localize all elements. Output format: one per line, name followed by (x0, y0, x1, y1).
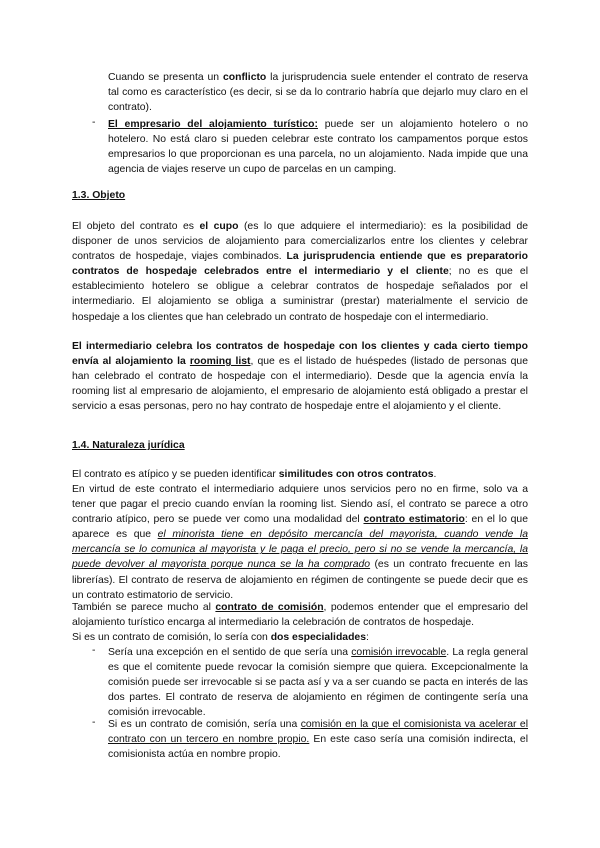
bullet-marker: - (92, 645, 96, 656)
text-run: puede ser un alojamiento hotelero o no hotelero. No está claro si pueden celebrar este contrato los campamentos porque estos empresarios lo que proporcionan es una parcela, no un alojamiento. Nada impide que una agencia de viajes reserve un cupo de parcelas en un camping. (108, 119, 528, 176)
text-run: : en el lo que aparece es que (72, 514, 528, 541)
objeto-paragraph-1 (72, 219, 528, 325)
bold-text: conflicto (222, 72, 267, 83)
comision-indirecta-bullet (108, 717, 528, 762)
bold-text: el cupo (199, 221, 239, 232)
bold-text: La jurisprudencia entiende que es preparatorio contratos de hospedaje celebrados entre el intermediario y el cliente (72, 251, 528, 278)
text-run: . (433, 469, 437, 480)
text-run: . La regla general es que el comitente puede revocar la comisión siempre que quiera. Excepcionalmente la comisión puede ser irrevocable si se pacta así y va a ser cuando se pacta en interés de las dos partes. El contrato de reserva de alojamiento en régimen de contingente sería una comisión irrevocable. (108, 647, 528, 719)
conflict-paragraph (108, 70, 528, 115)
rooming-list-term: rooming list (189, 356, 251, 368)
objeto-paragraph-2 (72, 339, 528, 414)
bold-underlined-text: El empresario del alojamiento turístico: (108, 119, 318, 130)
text-run: En este caso sería una comisión indirecta, el comisionista actúa en nombre propio. (108, 734, 528, 761)
text-run: El contrato es atípico y se pueden identificar (72, 469, 279, 480)
text-run: Cuando se presenta un (108, 72, 223, 83)
underlined-text: comisión en la que el comisionista va acelerar el contrato con un tercero en nombre propio. (108, 719, 529, 746)
text-run: En virtud de este contrato el intermediario adquiere unos servicios pero no en firme, solo va a tener que pagar el precio cuando envían la rooming list. Siendo así, el contrato se parece a otro contrario atípico, pero se puede ver como una modalidad del (72, 484, 528, 526)
naturaleza-paragraph-2 (72, 482, 528, 603)
naturaleza-paragraph-1 (72, 467, 528, 482)
bullet-marker: - (92, 717, 96, 728)
text-run: También se parece mucho al (72, 602, 216, 613)
bold-text: similitudes con otros contratos (278, 469, 434, 480)
text-run: Sería una excepción en el sentido de que sería una (108, 647, 352, 658)
italic-underlined-text: el minorista tiene en depósito mercancía del mayorista, cuando vende la mercancía se lo comunica al mayorista y le paga el precio, pero si no se vende la mercancía, la puede devolver al mayorista porque nunca se la ha comprado (72, 529, 528, 571)
text-run: , que es el listado de huéspedes (listado de personas que han celebrado el contrato de hospedaje con el intermediario). Desde que la agencia envía la rooming list al empresario de alojamiento, el empresario de alojamiento está obligado a prestar el servicio a esas personas, pero no hay contrato de hospedaje entre el alojamiento y el cliente. (72, 356, 528, 413)
text-run: : (365, 632, 369, 643)
naturaleza-paragraph-3 (72, 600, 528, 630)
text-run: El objeto del contrato es (72, 221, 200, 232)
text-run: Si es un contrato de comisión, sería una (108, 719, 301, 730)
underlined-text: comisión irrevocable (351, 647, 447, 658)
naturaleza-paragraph-4 (72, 630, 528, 645)
comision-irrevocable-bullet (108, 645, 528, 720)
section-heading-naturaleza: 1.4. Naturaleza jurídica (72, 440, 185, 451)
text-run: (es un contrato frecuente en las librerías). El contrato de reserva de alojamiento en régimen de contingente se puede decir que es un contrato estimatorio de servicio. (72, 559, 528, 601)
bold-text: dos especialidades (270, 632, 366, 643)
empresario-bullet (108, 117, 528, 177)
text-run: , podemos entender que el empresario del alojamiento turístico encarga al intermediario la celebración de contratos de hospedaje. (72, 602, 528, 629)
text-run: ; no es que el establecimiento hotelero se obligue a celebrar contratos de hospedaje señalados por el intermediario. El alojamiento se obliga a suministrar (prestar) materialmente el servicio de hospedaje a los clientes que han celebrado un contrato de hospedaje con el intermediario. (72, 266, 528, 323)
text-run: (es lo que adquiere el intermediario): es la posibilidad de disponer de unos servicios de alojamiento para comercializarlos entre los clientes y celebrar contratos de hospedaje, viajes combinados. (72, 221, 528, 263)
text-run: la jurisprudencia suele entender el contrato de reserva tal como es característico (es decir, si se da lo contrario habría que dejarlo muy claro en el contrato). (108, 72, 528, 114)
section-heading-objeto: 1.3. Objeto (72, 190, 126, 201)
bullet-marker: - (92, 117, 96, 128)
text-run: Si es un contrato de comisión, lo sería con (72, 632, 271, 643)
bold-text: El intermediario celebra los contratos de hospedaje con los clientes y cada cierto tiempo envía al alojamiento la (72, 341, 528, 368)
contrato-estimatorio-term: contrato estimatorio (363, 514, 465, 526)
contrato-comision-term: contrato de comisión (215, 602, 324, 613)
